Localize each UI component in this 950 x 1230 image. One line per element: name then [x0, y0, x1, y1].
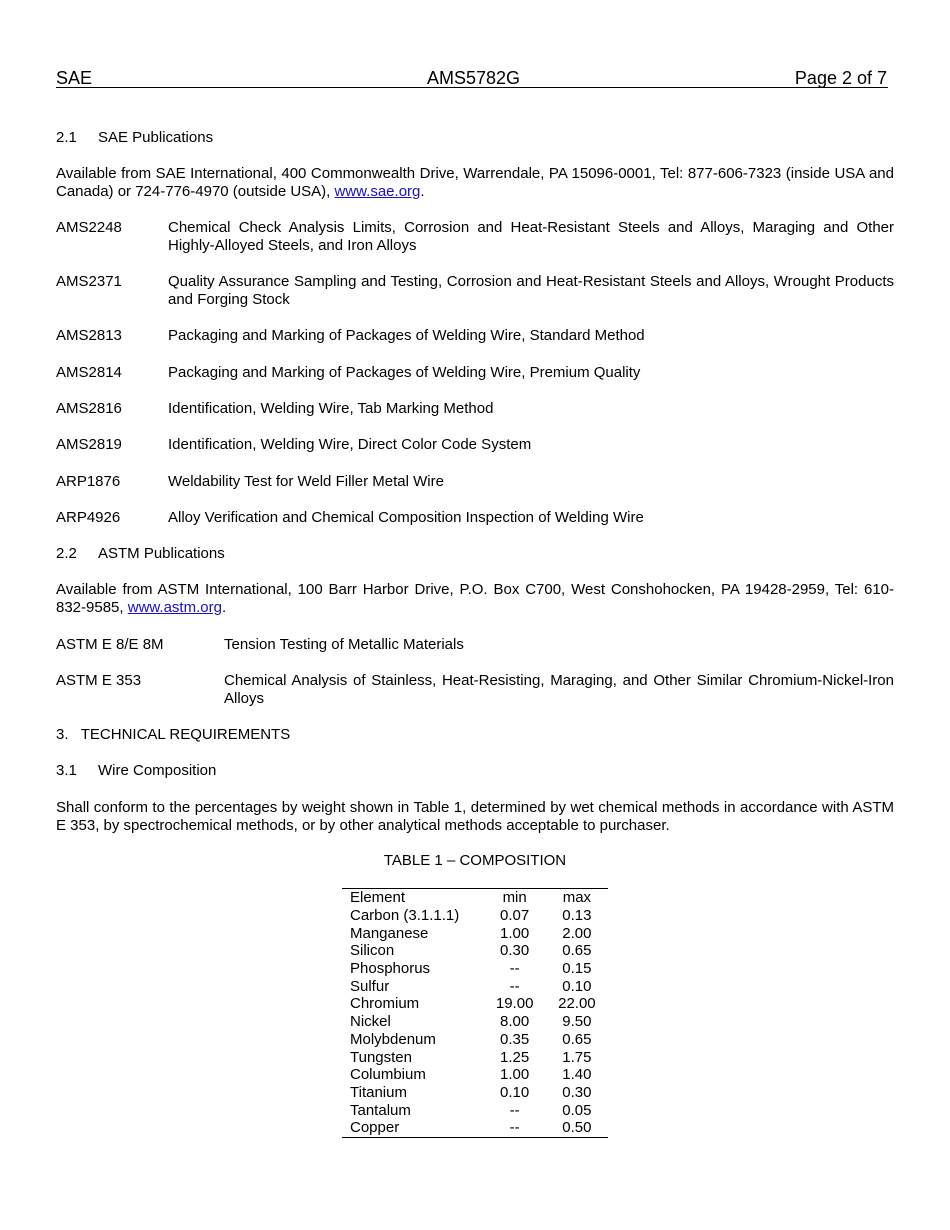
- min-cell: 8.00: [500, 1013, 530, 1031]
- min-cell: 0.07: [500, 907, 530, 925]
- element-cell: Carbon (3.1.1.1): [350, 907, 460, 925]
- reference-title: Packaging and Marking of Packages of Welding Wire, Standard Method: [168, 327, 645, 344]
- max-cell: 0.05: [562, 1101, 592, 1119]
- column-header-max: max: [562, 889, 592, 907]
- table-row: [342, 1048, 608, 1066]
- sae-availability-end: .: [420, 183, 425, 200]
- sae-website-link[interactable]: www.sae.org: [334, 183, 421, 200]
- min-cell: --: [509, 1119, 520, 1137]
- astm-availability-paragraph: [56, 581, 894, 617]
- astm-website-link[interactable]: www.astm.org: [127, 599, 222, 616]
- max-cell: 9.50: [562, 1013, 592, 1031]
- column-header-element: Element: [350, 889, 406, 907]
- reference-code: AMS2813: [56, 327, 122, 344]
- reference-code: ARP4926: [56, 509, 121, 526]
- reference-code: AMS2814: [56, 364, 122, 381]
- max-cell: 0.65: [562, 942, 592, 960]
- astm-availability-text: Available from ASTM International, 100 Barr Harbor Drive, P.O. Box C700, West Conshohocken, PA 19428-2959, Tel: 610-832-9585,: [56, 581, 894, 616]
- reference-title: Chemical Analysis of Stainless, Heat-Resisting, Maraging, and Other Similar Chromium-Nickel-Iron Alloys: [224, 672, 894, 707]
- section-2-2-title: ASTM Publications: [98, 545, 225, 562]
- max-cell: 1.40: [562, 1066, 592, 1084]
- table-row: [342, 942, 608, 960]
- reference-title: Tension Testing of Metallic Materials: [224, 636, 464, 653]
- element-cell: Chromium: [350, 995, 420, 1013]
- max-cell: 0.15: [562, 960, 592, 978]
- astm-availability-end: .: [221, 599, 227, 616]
- reference-code: AMS2816: [56, 400, 122, 417]
- section-3-1-title: Wire Composition: [98, 762, 217, 779]
- composition-table: [342, 888, 608, 1138]
- element-cell: Nickel: [350, 1013, 391, 1031]
- reference-code: AMS2819: [56, 436, 122, 453]
- table-row: [342, 907, 608, 925]
- table-row: [342, 1101, 608, 1119]
- table-row: [342, 1084, 608, 1102]
- min-cell: --: [509, 977, 520, 995]
- max-cell: 0.50: [562, 1119, 592, 1137]
- max-cell: 2.00: [562, 924, 592, 942]
- element-cell: Silicon: [350, 942, 395, 960]
- min-cell: 1.00: [500, 924, 530, 942]
- header-doc-number: AMS5782G: [427, 68, 521, 88]
- table-header-row: [342, 889, 608, 907]
- element-cell: Molybdenum: [350, 1030, 436, 1048]
- reference-code: AMS2248: [56, 219, 122, 236]
- reference-code: ASTM E 8/E 8M: [56, 636, 164, 653]
- min-cell: --: [509, 960, 520, 978]
- min-cell: 0.35: [500, 1030, 530, 1048]
- reference-code: AMS2371: [56, 273, 122, 290]
- reference-title: Weldability Test for Weld Filler Metal Wire: [168, 473, 444, 490]
- element-cell: Columbium: [350, 1066, 426, 1084]
- min-cell: 1.00: [500, 1066, 530, 1084]
- table-1-caption: TABLE 1 – COMPOSITION: [383, 852, 567, 869]
- max-cell: 0.10: [562, 977, 592, 995]
- reference-code: ASTM E 353: [56, 672, 142, 689]
- column-header-min: min: [502, 889, 527, 907]
- reference-title: Packaging and Marking of Packages of Welding Wire, Premium Quality: [168, 364, 641, 381]
- table-row: [342, 960, 608, 978]
- element-cell: Tungsten: [350, 1048, 412, 1066]
- element-cell: Sulfur: [350, 977, 390, 995]
- max-cell: 22.00: [558, 995, 596, 1013]
- sae-availability-text: Available from SAE International, 400 Commonwealth Drive, Warrendale, PA 15096-0001, Tel: 877-606-7323 (inside USA and Canada) or 724-776-4970 (outside USA),: [56, 165, 894, 200]
- table-row: [342, 995, 608, 1013]
- min-cell: 0.30: [500, 942, 530, 960]
- table-row: [342, 1119, 608, 1137]
- sae-availability-paragraph: [56, 165, 894, 201]
- wire-composition-paragraph: Shall conform to the percentages by weight shown in Table 1, determined by wet chemical methods in accordance with ASTM E 353, by spectrochemical methods, or by other analytical methods acceptable to purchaser.: [56, 799, 894, 834]
- table-row: [342, 1031, 608, 1049]
- reference-title: Chemical Check Analysis Limits, Corrosion and Heat-Resistant Steels and Alloys, Maraging and Other Highly-Alloyed Steels, and Iron Alloys: [168, 219, 894, 254]
- element-cell: Phosphorus: [350, 960, 431, 978]
- section-2-1-number: 2.1: [56, 129, 77, 146]
- reference-title: Quality Assurance Sampling and Testing, Corrosion and Heat-Resistant Steels and Alloys, Wrought Products and Forging Stock: [168, 273, 894, 308]
- reference-title: Alloy Verification and Chemical Composition Inspection of Welding Wire: [168, 509, 644, 526]
- max-cell: 1.75: [562, 1048, 592, 1066]
- max-cell: 0.13: [562, 907, 592, 925]
- header-rule: [56, 87, 888, 88]
- max-cell: 0.65: [562, 1030, 592, 1048]
- min-cell: --: [509, 1101, 520, 1119]
- table-row: [342, 977, 608, 995]
- header-page-number: Page 2 of 7: [794, 68, 887, 88]
- section-2-1-title: SAE Publications: [98, 129, 214, 146]
- element-cell: Titanium: [350, 1083, 407, 1101]
- section-2-2-number: 2.2: [56, 545, 77, 562]
- element-cell: Manganese: [350, 924, 429, 942]
- min-cell: 1.25: [500, 1048, 530, 1066]
- section-3-1-number: 3.1: [56, 762, 77, 779]
- reference-title: Identification, Welding Wire, Tab Marking Method: [168, 400, 494, 417]
- table-row: [342, 1066, 608, 1084]
- table-row: [342, 924, 608, 942]
- element-cell: Tantalum: [350, 1101, 411, 1119]
- max-cell: 0.30: [562, 1083, 592, 1101]
- reference-code: ARP1876: [56, 473, 121, 490]
- header-org: SAE: [56, 68, 93, 88]
- element-cell: Copper: [350, 1119, 400, 1137]
- min-cell: 0.10: [500, 1083, 530, 1101]
- table-row: [342, 1013, 608, 1031]
- min-cell: 19.00: [495, 995, 534, 1013]
- reference-title: Identification, Welding Wire, Direct Color Code System: [168, 436, 532, 453]
- section-3-heading: 3. TECHNICAL REQUIREMENTS: [56, 726, 291, 743]
